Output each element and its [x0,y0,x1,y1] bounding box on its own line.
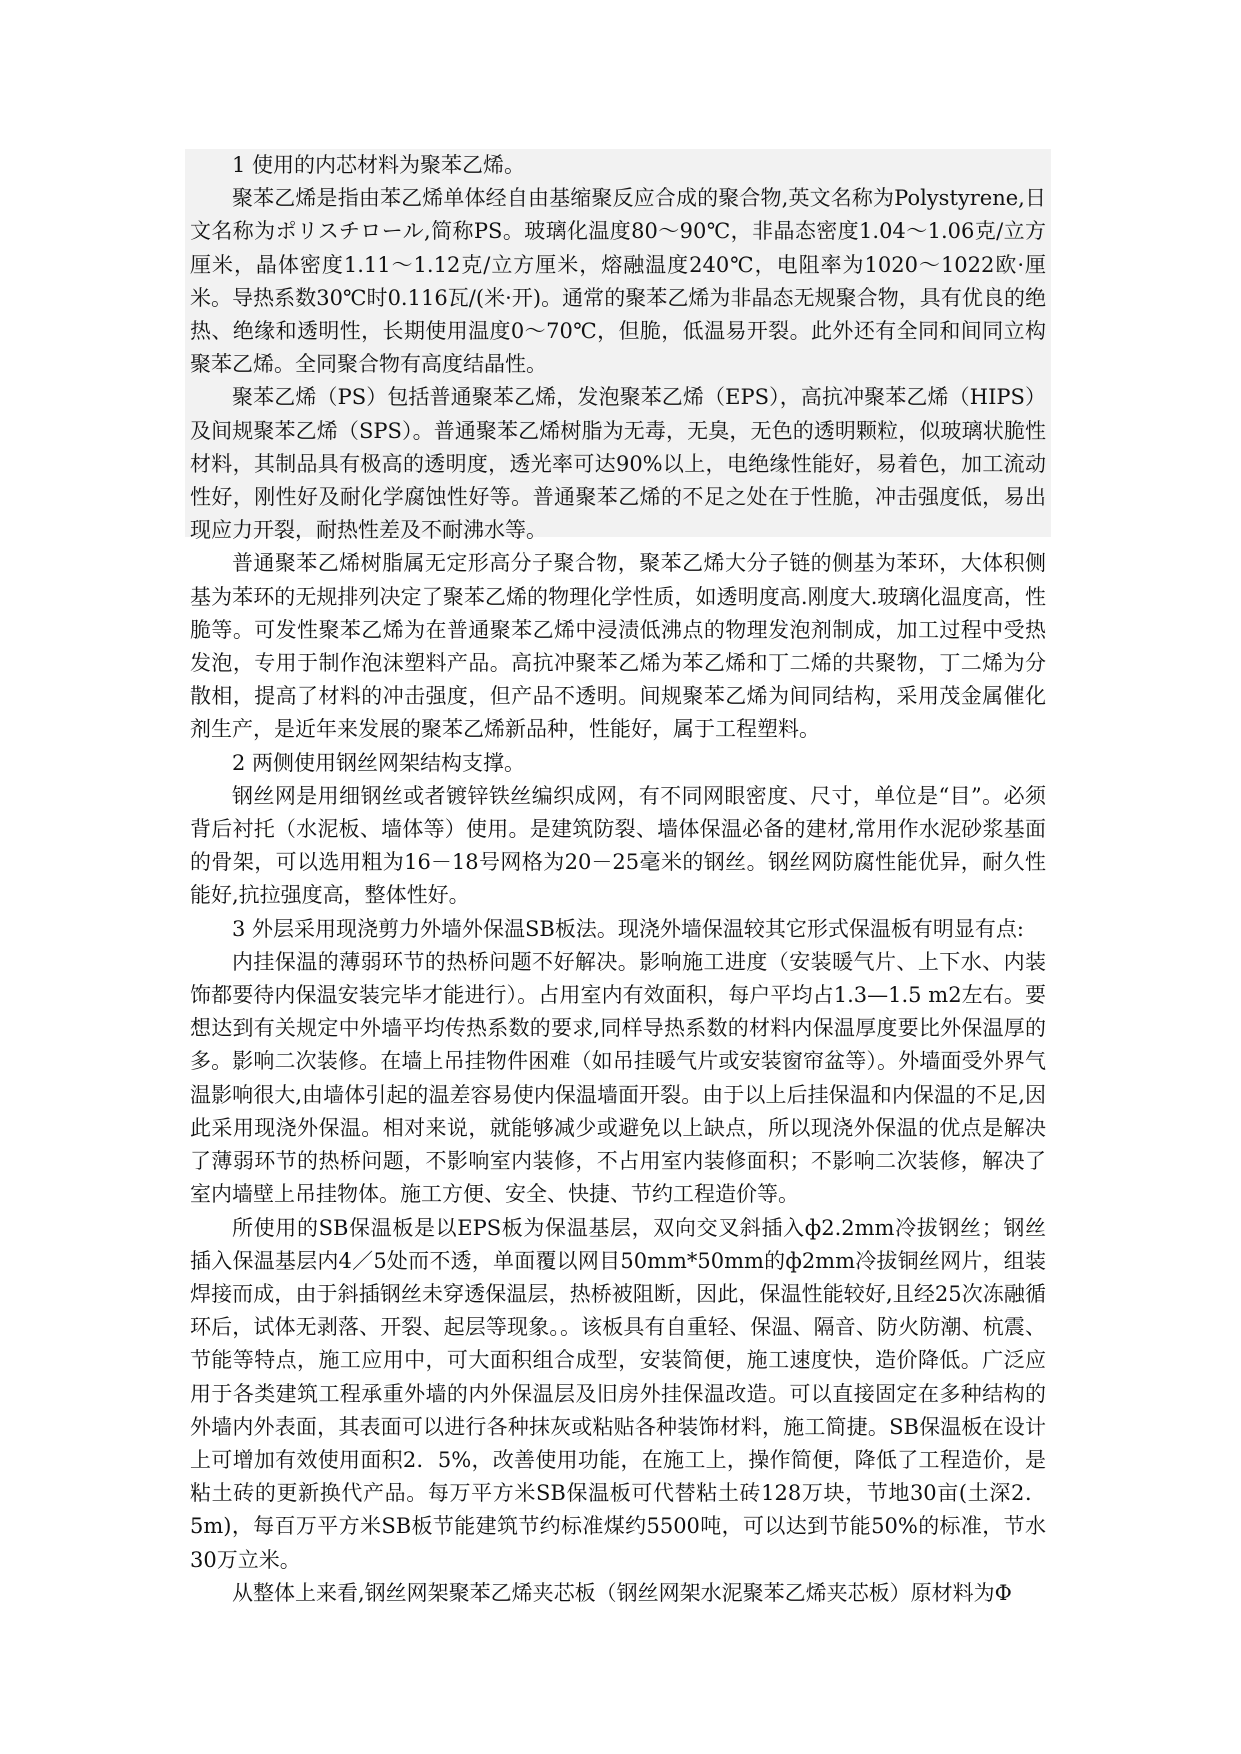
paragraph-7: 3 外层采用现浇剪力外墙外保温SB板法。现浇外墙保温较其它形式保温板有明显有点: [232,916,1024,941]
paragraph-5: 2 两侧使用钢丝网架结构支撑。 [232,750,526,775]
paragraph-9: 所使用的SB保温板是以EPS板为保温基层，双向交叉斜插入ф2.2mm冷拔钢丝；钢丝插入保温基层内4／5处而不透，单面覆以网目50mm*50mm的ф2mm冷拔铜丝网片，组装焊接而成，由于斜插钢丝未穿透保温层，热桥被阻断，因此，保温性能较好,且经25次冻融循环后，试体无剥落、开裂、起层等现象。。该板具有自重轻、保温、隔音、防火防潮、杭震、节能等特点，施工应用中，可大面积组合成型，安装简便，施工速度快，造价降低。广泛应用于各类建筑工程承重外墙的内外保温层及旧房外挂保温改造。可以直接固定在多种结构的外墙内外表面，其表面可以进行各种抹灰或粘贴各种装饰材料，施工简捷。SB保温板在设计上可增加有效使用面积2．5%，改善使用功能，在施工上，操作简便，降低了工程造价，是粘土砖的更新换代产品。每万平方米SB保温板可代替粘土砖128万块，节地30亩(土深2．5m)，每百万平方米SB板节能建筑节约标准煤约5500吨，可以达到节能50%的标准，节水30万立米。 [190,1215,1046,1572]
paragraph-4: 普通聚苯乙烯树脂属无定形高分子聚合物，聚苯乙烯大分子链的侧基为苯环，大体积侧基为苯环的无规排列决定了聚苯乙烯的物理化学性质，如透明度高.刚度大.玻璃化温度高，性脆等。可发性聚苯乙烯为在普通聚苯乙烯中浸渍低沸点的物理发泡剂制成，加工过程中受热发泡，专用于制作泡沫塑料产品。高抗冲聚苯乙烯为苯乙烯和丁二烯的共聚物，丁二烯为分散相，提高了材料的冲击强度，但产品不透明。间规聚苯乙烯为间同结构，采用茂金属催化剂生产，是近年来发展的聚苯乙烯新品种，性能好，属于工程塑料。 [190,551,1046,742]
body-text [190,149,1046,1610]
paragraph-6: 钢丝网是用细钢丝或者镀锌铁丝编织成网，有不同网眼密度、尺寸，单位是“目”。必须背后衬托（水泥板、墙体等）使用。是建筑防裂、墙体保温必备的建材,常用作水泥砂浆基面的骨架，可以选用粗为16－18号网格为20－25毫米的钢丝。钢丝网防腐性能优异，耐久性能好,抗拉强度高，整体性好。 [190,783,1046,908]
paragraph-10: 从整体上来看,钢丝网架聚苯乙烯夹芯板（钢丝网架水泥聚苯乙烯夹芯板）原材料为Φ [232,1580,1012,1605]
paragraph-1: 1 使用的内芯材料为聚苯乙烯。 [232,153,526,177]
paragraph-2: 聚苯乙烯是指由苯乙烯单体经自由基缩聚反应合成的聚合物,英文名称为Polystyrene,日文名称为ポリスチロール,简称PS。玻璃化温度80～90℃，非晶态密度1.04～1.06克/立方厘米，晶体密度1.11～1.12克/立方厘米，熔融温度240℃，电阻率为1020～1022欧·厘米。导热系数30℃时0.116瓦/(米·开)。通常的聚苯乙烯为非晶态无规聚合物，具有优良的绝热、绝缘和透明性，长期使用温度0～70℃，但脆，低温易开裂。此外还有全同和间同立构聚苯乙烯。全同聚合物有高度结晶性。 [190,186,1046,377]
paragraph-3: 聚苯乙烯（PS）包括普通聚苯乙烯，发泡聚苯乙烯（EPS），高抗冲聚苯乙烯（HIPS）及间规聚苯乙烯（SPS）。普通聚苯乙烯树脂为无毒，无臭，无色的透明颗粒，似玻璃状脆性材料，其制品具有极高的透明度，透光率可达90%以上，电绝缘性能好，易着色，加工流动性好，刚性好及耐化学腐蚀性好等。普通聚苯乙烯的不足之处在于性脆，冲击强度低，易出现应力开裂，耐热性差及不耐沸水等。 [190,385,1046,543]
paragraph-8: 内挂保温的薄弱环节的热桥问题不好解决。影响施工进度（安装暖气片、上下水、内装饰都要待内保温安装完毕才能进行）。占用室内有效面积，每户平均占1.3—1.5 m2左右。要想达到有关规定中外墙平均传热系数的要求,同样导热系数的材料内保温厚度要比外保温厚的多。影响二次装修。在墙上吊挂物件困难（如吊挂暖气片或安装窗帘盆等）。外墙面受外界气温影响很大,由墙体引起的温差容易使内保温墙面开裂。由于以上后挂保温和内保温的不足,因此采用现浇外保温。相对来说，就能够减少或避免以上缺点，所以现浇外保温的优点是解决了薄弱环节的热桥问题，不影响室内装修，不占用室内装修面积；不影响二次装修，解决了室内墙壁上吊挂物体。施工方便、安全、快捷、节约工程造价等。 [190,949,1046,1207]
